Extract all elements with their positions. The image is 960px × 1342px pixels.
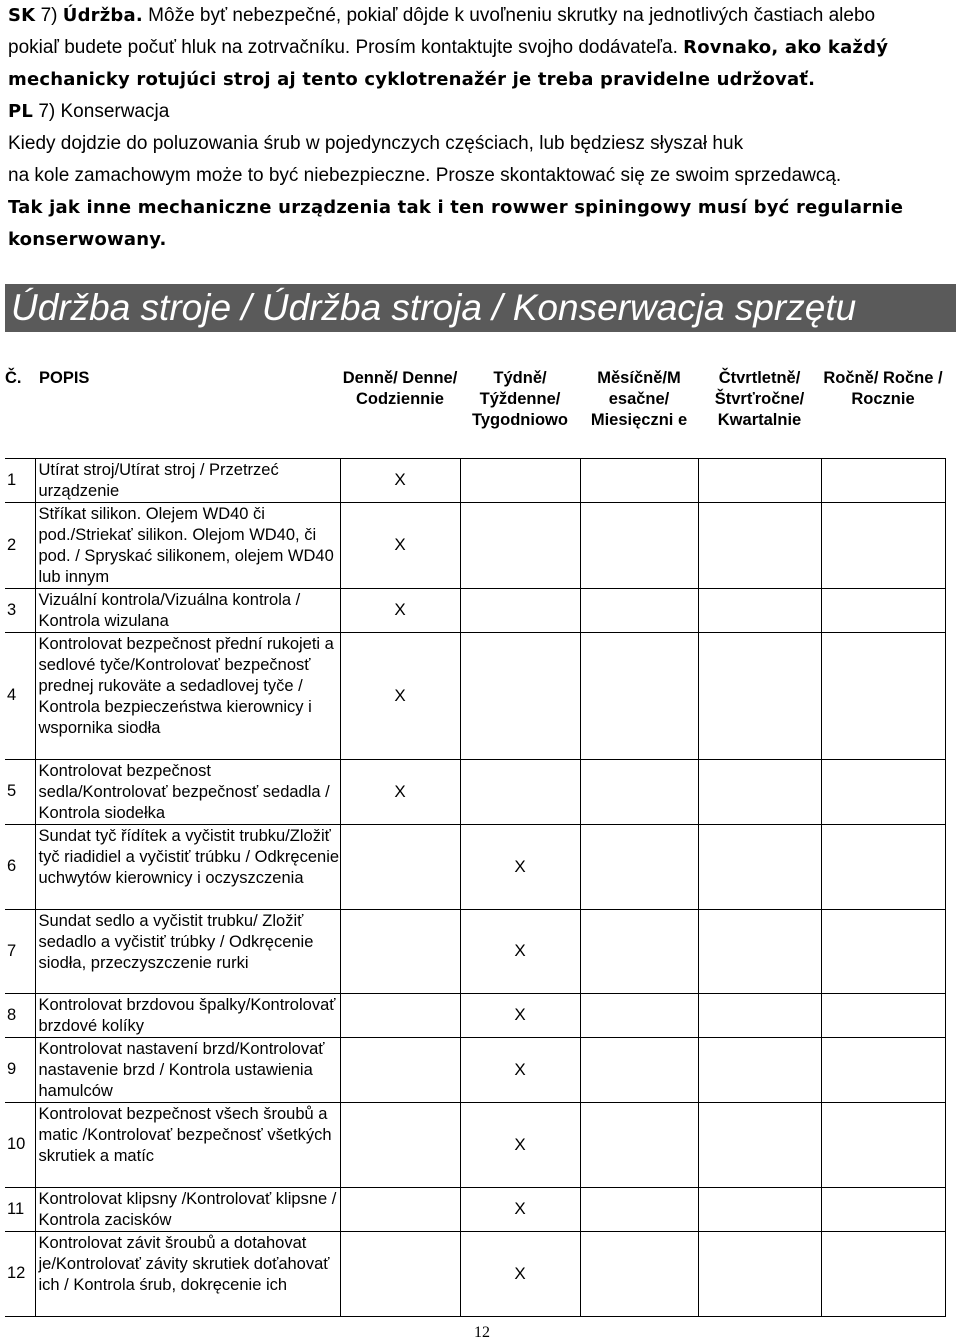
row-number: 1 (5, 458, 35, 502)
table-row (5, 1231, 945, 1316)
table-row (5, 993, 945, 1037)
row-weekly-mark (460, 458, 580, 502)
row-weekly-mark: X (460, 1037, 580, 1102)
row-number: 12 (5, 1231, 35, 1316)
row-daily-mark: X (340, 588, 460, 632)
row-daily-mark: X (340, 458, 460, 502)
row-description: Kontrolovat bezpečnost přední rukojeti a sedlové tyče/Kontrolovať bezpečnosť prednej rukoväte a sedadlovej tyče / Kontrola bezpieczeństwa kierownicy i wspornika siodła (35, 632, 340, 759)
table-row (5, 909, 945, 993)
header-weekly: Týdně/ Týždenne/ Tygodniowo (472, 369, 568, 429)
row-quarterly-mark (698, 588, 821, 632)
row-daily-mark (340, 909, 460, 993)
row-monthly-mark (580, 1231, 698, 1316)
row-yearly-mark (821, 588, 945, 632)
row-monthly-mark (580, 1187, 698, 1231)
row-weekly-mark (460, 632, 580, 759)
row-daily-mark (340, 824, 460, 909)
row-description: Utírat stroj/Utírat stroj / Przetrzeć urządzenie (35, 458, 340, 502)
sk-text-2: pokiaľ budete počuť hluk na zotrvačníku. Prosím kontaktujte svojho dodávateľa. (8, 37, 684, 58)
row-quarterly-mark (698, 909, 821, 993)
sk-line-2 (8, 32, 953, 64)
sk-text-2-bold: Rovnako, ako každý (683, 37, 889, 58)
row-yearly-mark (821, 824, 945, 909)
row-number: 8 (5, 993, 35, 1037)
table-row (5, 1102, 945, 1187)
row-yearly-mark (821, 458, 945, 502)
row-weekly-mark: X (460, 1231, 580, 1316)
row-monthly-mark (580, 1102, 698, 1187)
row-quarterly-mark (698, 502, 821, 588)
row-yearly-mark (821, 502, 945, 588)
header-daily: Denně/ Denne/ Codziennie (342, 369, 458, 408)
row-description: Kontrolovat klipsny /Kontrolovať klipsne / Kontrola zacisków (35, 1187, 340, 1231)
pl-heading-text: 7) Konserwacja (33, 101, 170, 122)
row-monthly-mark (580, 1037, 698, 1102)
pl-heading (8, 96, 953, 128)
row-monthly-mark (580, 588, 698, 632)
row-quarterly-mark (698, 1231, 821, 1316)
row-number: 2 (5, 502, 35, 588)
row-description: Kontrolovat brzdovou špalky/Kontrolovať brzdové kolíky (35, 993, 340, 1037)
row-monthly-mark (580, 759, 698, 824)
sk-text-1: Môže byť nebezpečné, pokiaľ dôjde k uvoľneniu skrutky na jednotlivých častiach alebo (142, 5, 876, 26)
maintenance-table (5, 368, 946, 1317)
row-description: Kontrolovat závit šroubů a dotahovat je/Kontrolovať závity skrutiek doťahovať ich / Kontrola śrub, dokręcenie ich (35, 1231, 340, 1316)
row-quarterly-mark (698, 1187, 821, 1231)
sk-num: 7) (35, 5, 63, 26)
row-yearly-mark (821, 1037, 945, 1102)
row-quarterly-mark (698, 632, 821, 759)
row-weekly-mark (460, 588, 580, 632)
table-row (5, 632, 945, 759)
row-number: 6 (5, 824, 35, 909)
row-daily-mark: X (340, 502, 460, 588)
row-daily-mark (340, 993, 460, 1037)
row-description: Sundat sedlo a vyčistit trubku/ Zložiť sedadlo a vyčistiť trúbky / Odkręcenie siodła, przeczyszczenie rurki (35, 909, 340, 993)
row-daily-mark (340, 1102, 460, 1187)
row-monthly-mark (580, 909, 698, 993)
row-daily-mark: X (340, 759, 460, 824)
row-yearly-mark (821, 993, 945, 1037)
row-number: 9 (5, 1037, 35, 1102)
row-yearly-mark (821, 1187, 945, 1231)
row-number: 5 (5, 759, 35, 824)
row-description: Vizuální kontrola/Vizuálna kontrola / Kontrola wizulana (35, 588, 340, 632)
table-row (5, 1187, 945, 1231)
row-weekly-mark (460, 759, 580, 824)
row-quarterly-mark (698, 458, 821, 502)
table-row (5, 824, 945, 909)
row-yearly-mark (821, 759, 945, 824)
row-yearly-mark (821, 632, 945, 759)
row-weekly-mark: X (460, 1187, 580, 1231)
table-row (5, 1037, 945, 1102)
row-yearly-mark (821, 1231, 945, 1316)
row-yearly-mark (821, 909, 945, 993)
row-description: Sundat tyč řídítek a vyčistit trubku/Zložiť tyč riadidiel a vyčistiť trúbku / Odkręcenie uchwytów kierownicy i oczyszczenia (35, 824, 340, 909)
sk-line-1 (8, 0, 953, 32)
pl-line-1: Kiedy dojdzie do poluzowania śrub w pojedynczych częściach, lub będziesz słyszał huk (8, 133, 744, 154)
pl-label: PL (8, 101, 34, 122)
table-row (5, 588, 945, 632)
row-description: Kontrolovat bezpečnost všech šroubů a matic /Kontrolovať bezpečnosť všetkých skrutiek a matíc (35, 1102, 340, 1187)
header-monthly: Měsíčně/M esačne/ Miesięczni e (590, 369, 688, 429)
pl-line-2: na kole zamachowym może to być niebezpieczne. Prosze skontaktować się ze swoim sprzedawcą. (8, 165, 842, 186)
table-row (5, 458, 945, 502)
header-description: POPIS (39, 369, 90, 387)
row-weekly-mark: X (460, 909, 580, 993)
intro-text (8, 0, 953, 256)
header-quarterly: Čtvrtletně/ Štvrťročne/ Kwartalnie (714, 369, 805, 429)
row-description: Kontrolovat nastavení brzd/Kontrolovať nastavenie brzd / Kontrola ustawienia hamulców (35, 1037, 340, 1102)
row-number: 10 (5, 1102, 35, 1187)
header-number: Č. (5, 369, 22, 387)
section-banner: Údržba stroje / Údržba stroja / Konserwacja sprzętu (5, 284, 956, 332)
row-description: Stříkat silikon. Olejem WD40 či pod./Striekať silikon. Olejom WD40, či pod. / Spryskać silikonem, olejem WD40 lub innym (35, 502, 340, 588)
row-description: Kontrolovat bezpečnost sedla/Kontrolovať bezpečnosť sedadla / Kontrola siodełka (35, 759, 340, 824)
row-daily-mark (340, 1231, 460, 1316)
sk-label: SK (8, 5, 36, 26)
row-monthly-mark (580, 458, 698, 502)
row-monthly-mark (580, 632, 698, 759)
row-daily-mark (340, 1037, 460, 1102)
row-monthly-mark (580, 502, 698, 588)
table-row (5, 759, 945, 824)
row-daily-mark (340, 1187, 460, 1231)
table-header-row (5, 368, 945, 458)
pl-line-4: konserwowany. (8, 229, 167, 250)
row-monthly-mark (580, 824, 698, 909)
row-quarterly-mark (698, 993, 821, 1037)
header-yearly: Ročně/ Ročne / Rocznie (823, 369, 943, 408)
row-weekly-mark: X (460, 824, 580, 909)
row-quarterly-mark (698, 1037, 821, 1102)
page-number: 12 (474, 1324, 490, 1341)
row-weekly-mark: X (460, 993, 580, 1037)
row-monthly-mark (580, 993, 698, 1037)
pl-line-3: Tak jak inne mechaniczne urządzenia tak i ten rowwer spiningowy musí być regularnie (8, 197, 904, 218)
row-quarterly-mark (698, 759, 821, 824)
sk-line-3: mechanicky rotujúci stroj aj tento cyklotrenažér je treba pravidelne udržovať. (8, 69, 816, 90)
row-quarterly-mark (698, 1102, 821, 1187)
row-number: 4 (5, 632, 35, 759)
row-number: 3 (5, 588, 35, 632)
sk-title: Údržba. (62, 5, 143, 26)
row-quarterly-mark (698, 824, 821, 909)
row-weekly-mark (460, 502, 580, 588)
row-weekly-mark: X (460, 1102, 580, 1187)
row-yearly-mark (821, 1102, 945, 1187)
row-daily-mark: X (340, 632, 460, 759)
row-number: 11 (5, 1187, 35, 1231)
table-row (5, 502, 945, 588)
row-number: 7 (5, 909, 35, 993)
